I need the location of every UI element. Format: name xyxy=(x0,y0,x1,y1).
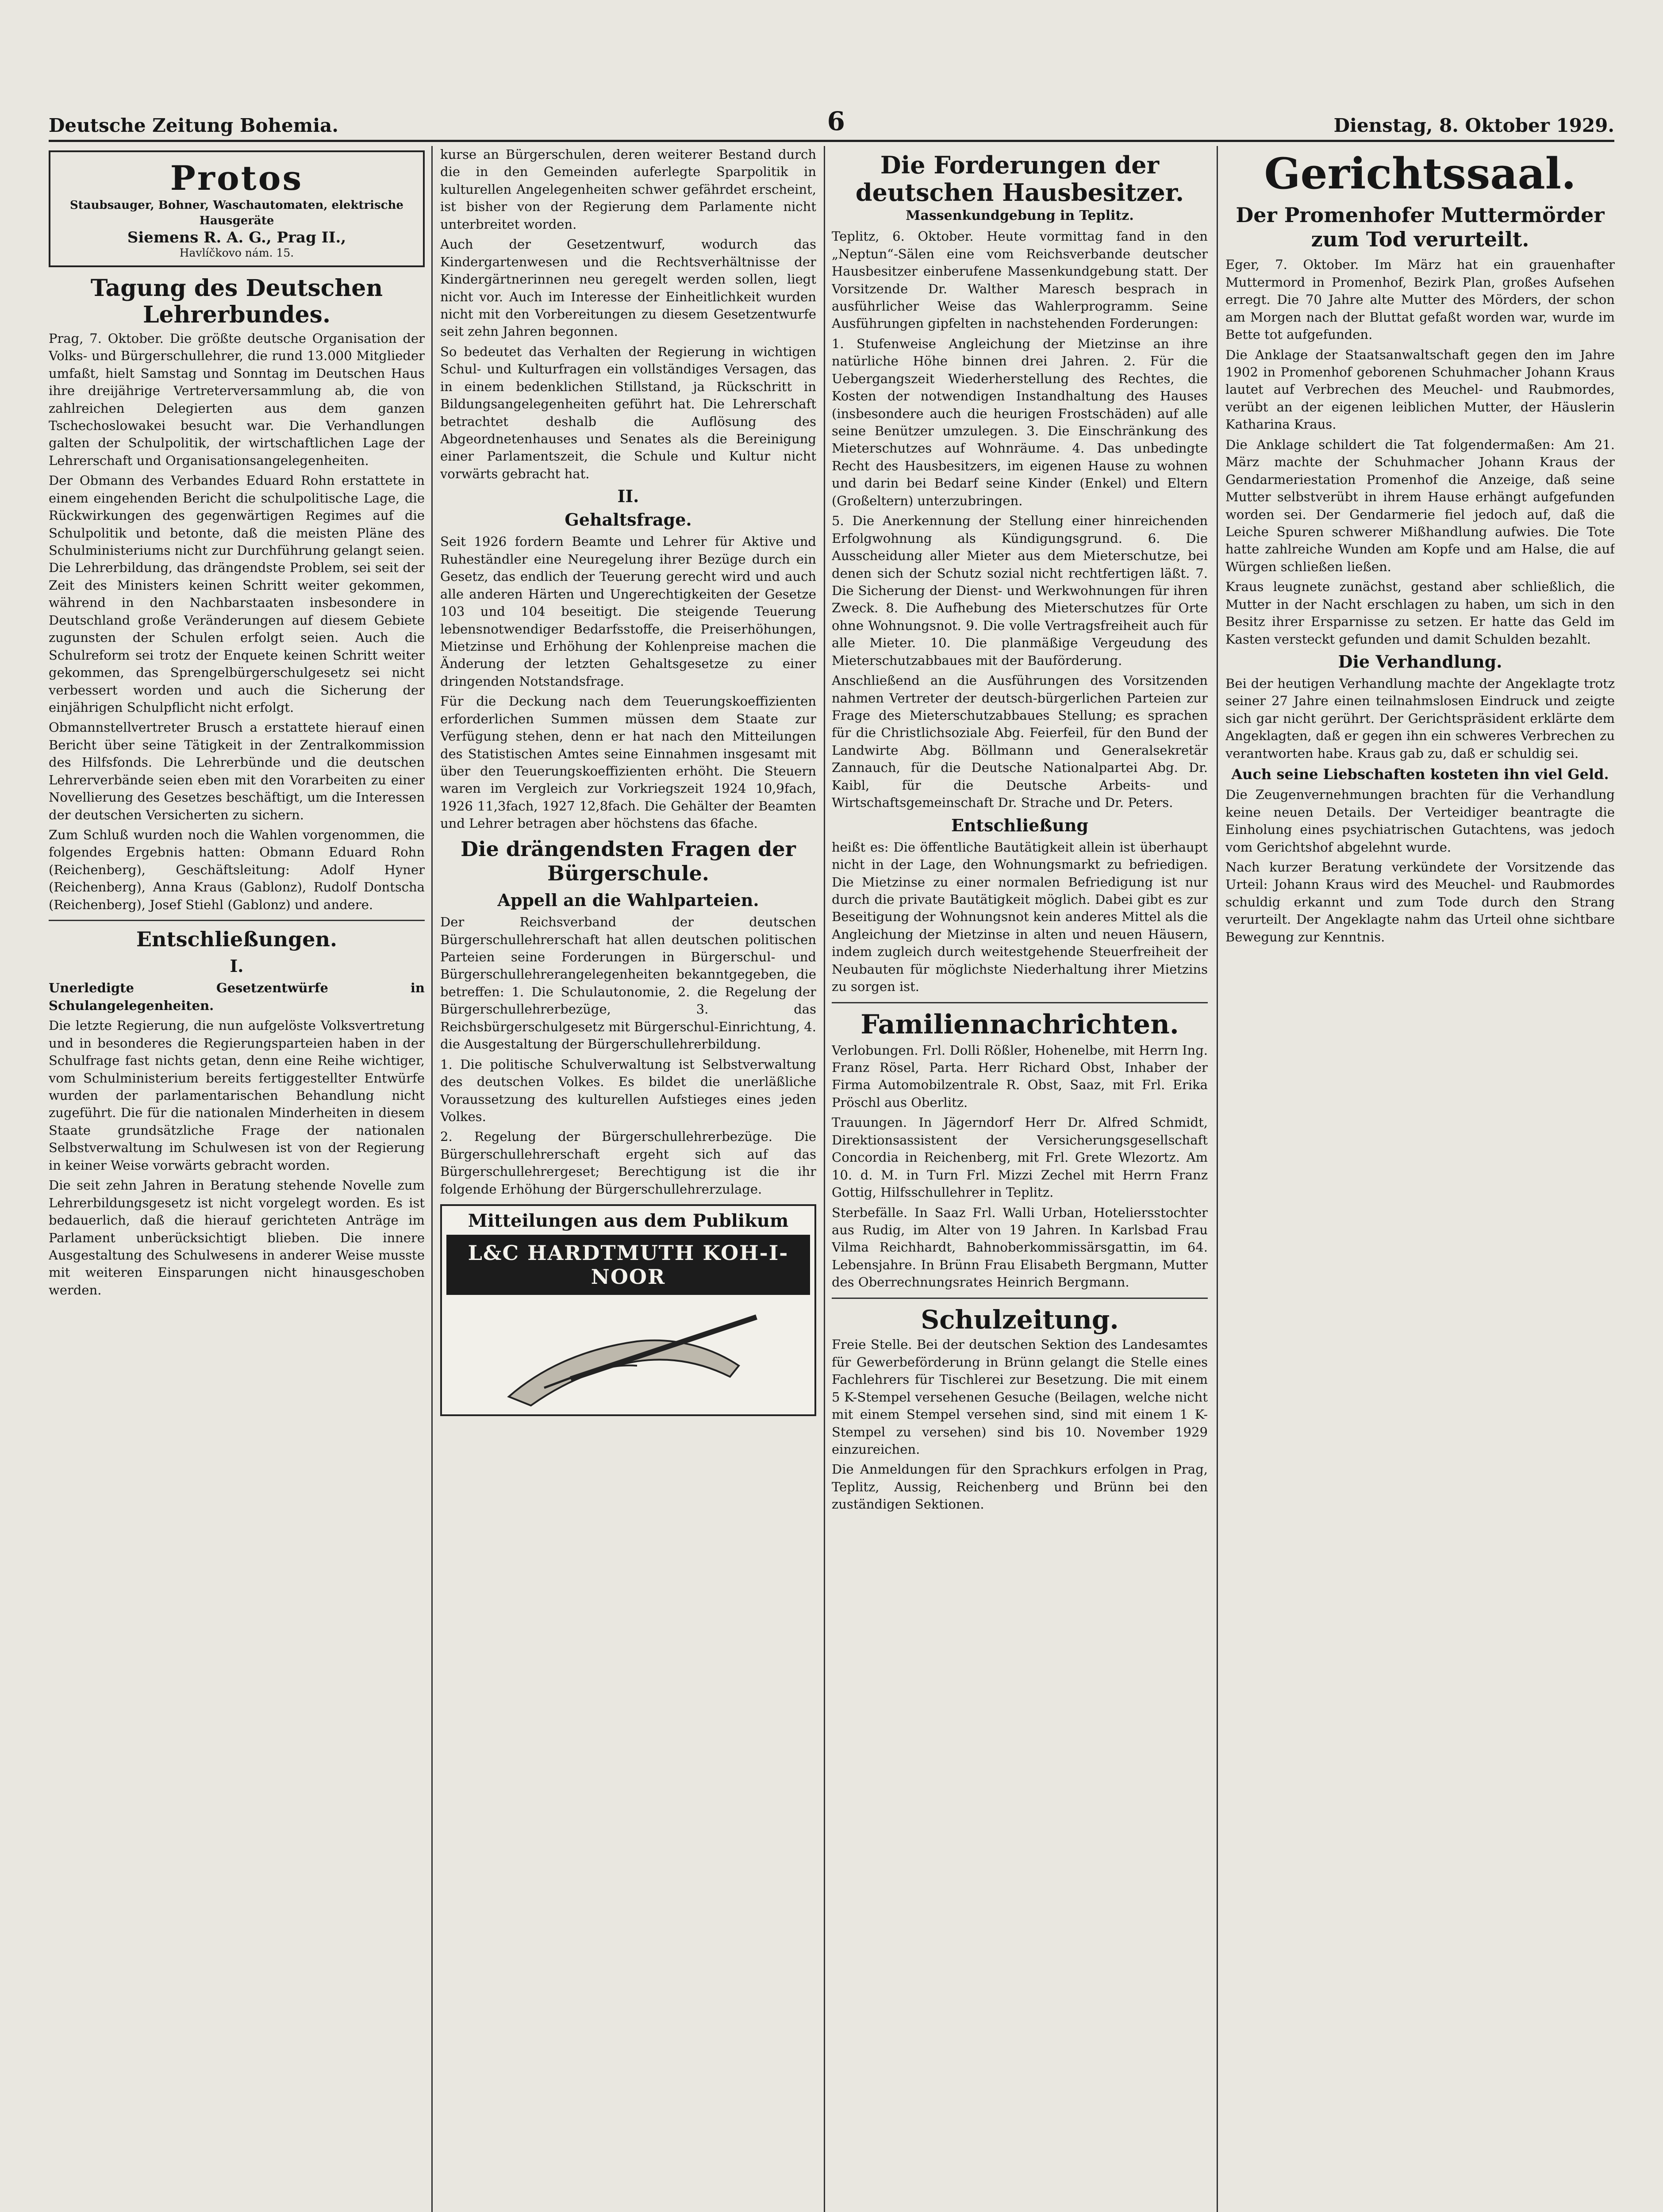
section-subhead: Die Verhandlung. xyxy=(1338,652,1502,672)
article-headline: Tagung des Deutschen Lehrerbundes. xyxy=(90,275,383,328)
section-subhead: Gehaltsfrage. xyxy=(565,510,692,530)
section-number: II. xyxy=(617,486,639,507)
article-paragraph: Obmannstellvertreter Brusch a erstattete hierauf einen Bericht über seine Tätigkeit in der Zentralkommission des Hilfsfonds. Die Lehrerbünde und die deutschen Lehrerverbände seien eben mit den Vorarbeiten zu einer Novellierung des Gesetzes beschäftigt, um die Interessen der deutschen Versicherten zu sichern. xyxy=(49,720,425,822)
article-paragraph: 2. Regelung der Bürgerschullehrerbezüge. Die Bürgerschullehrerschaft ergeht sich auf das Bürgerschullehrergeset; Berechtigung ist die ihr folgende Erhöhung der Bürgerschullehrerzulage. xyxy=(440,1129,816,1197)
column-2 xyxy=(440,146,816,2212)
article-subhead: Massenkundgebung in Teplitz. xyxy=(906,208,1134,224)
article-paragraph: Bei der heutigen Verhandlung machte der Angeklagte trotz seiner 27 Jahre einen teilnahmslosen Eindruck und zeigte sich gar nicht gerührt. Der Gerichtspräsident erklärte dem Angeklagten, daß er gegen ihn ein schweres Verbrechen zu verantworten habe. Kraus gab zu, daß er schuldig sei. xyxy=(1225,676,1615,761)
section-headline: Familiennachrichten. xyxy=(860,1009,1179,1040)
ad-products: Staubsauger, Bohner, Waschautomaten, elektrische Hausgeräte xyxy=(70,199,403,228)
article-headline: Der Promenhofer Muttermörder zum Tod verurteilt. xyxy=(1236,203,1605,252)
ad-firm: Siemens R. A. G., Prag II., xyxy=(127,229,346,247)
article-subhead: Appell an die Wahlparteien. xyxy=(497,890,759,910)
article-paragraph: Verlobungen. Frl. Dolli Rößler, Hohenelbe, mit Herrn Ing. Franz Rösel, Parta. Herr Richard Obst, Inhaber der Firma Automobilzentrale R. Obst, Saaz, mit Frl. Erika Pröschl aus Oberlitz. xyxy=(832,1042,1208,1110)
page-number: 6 xyxy=(827,106,845,136)
section-divider xyxy=(49,920,425,921)
section-number: I. xyxy=(230,956,244,976)
article-paragraph: heißt es: Die öffentliche Bautätigkeit allein ist überhaupt nicht in der Lage, den Wohnungsmarkt zu befriedigen. Die Mietzinse zu einer normalen Befriedigung ist nur durch die private Bautätigkeit möglich. Dabei gibt es zur Beseitigung der Wohnungsnot kein anderes Mittel als die Angleichung der Mietzinse in alten und neuen Häusern, indem zugleich durch weitestgehende Steuerfreiheit der Neubauten für möglichste Niederhaltung ihrer Mietzins zu sorgen ist. xyxy=(832,839,1208,995)
koh-i-noor-advertisement xyxy=(440,1204,816,1416)
article-paragraph: Auch der Gesetzentwurf, wodurch das Kindergartenwesen und die Rechtsverhältnisse der Kindergärtnerinnen neu geregelt werden sollen, liegt nicht vor. Auch im Interesse der Einheitlichkeit wurden nicht mit den Vorbereitungen zu diesem Gesetzentwurfe seit zehn Jahren begonnen. xyxy=(440,237,816,339)
article-paragraph: Die Anmeldungen für den Sprachkurs erfolgen in Prag, Teplitz, Aussig, Reichenberg und Brünn bei den zuständigen Sektionen. xyxy=(832,1462,1208,1512)
article-paragraph: Nach kurzer Beratung verkündete der Vorsitzende das Urteil: Johann Kraus wird des Meuchel- und Raubmordes schuldig erkannt und zum Tode durch den Strang verurteilt. Der Angeklagte nahm das Urteil ohne sichtbare Bewegung zur Kenntnis. xyxy=(1225,859,1615,945)
article-paragraph: 1. Die politische Schulverwaltung ist Selbstverwaltung des deutschen Volkes. Es bildet die unerläßliche Voraussetzung des kulturellen Aufstieges eines jeden Volkes. xyxy=(440,1056,816,1124)
paper-name: Deutsche Zeitung Bohemia. xyxy=(49,115,338,136)
article-headline: Die Forderungen der deutschen Hausbesitzer. xyxy=(855,151,1184,207)
article-paragraph: Seit 1926 fordern Beamte und Lehrer für Aktive und Ruheständler eine Neuregelung ihrer Bezüge durch ein Gesetz, das endlich der Teuerung gerecht wird und auch alle anderen Härten und Ungerechtigkeiten der Gesetze 103 und 104 beseitigt. Die steigende Teuerung lebensnotwendiger Bedarfsstoffe, die Preiserhöhungen, Mietzinse und Erhöhung der Kohlenpreise machen die Änderung der letzten Gehaltsgesetze zu einer dringenden Notstandsfrage. xyxy=(440,534,816,689)
section-subhead: Entschließung xyxy=(951,815,1089,835)
section-divider xyxy=(832,1002,1208,1003)
ad-section-label: Mitteilungen aus dem Publikum xyxy=(468,1210,789,1232)
ad-address: Havlíčkovo nám. 15. xyxy=(179,246,294,260)
page-header xyxy=(49,105,1614,142)
article-paragraph: 1. Stufenweise Angleichung der Mietzinse an ihre natürliche Höhe binnen drei Jahren. 2. Für die Uebergangszeit Wiederherstellung des Rechtes, die Kosten der notwendigen Instandhaltung des Hauses (insbesondere auch die heurigen Frostschäden) auf alle seine Benützer umzulegen. 3. Die Einschränkung des Mieterschutzes auf Wohnräume. 4. Das unbedingte Recht des Hausbesitzers, im eigenen Hause zu wohnen und darin bei Bedarf seine Kinder (Enkel) und Eltern (Großeltern) unterzubringen. xyxy=(832,336,1208,508)
article-paragraph: kurse an Bürgerschulen, deren weiterer Bestand durch die in den Gemeinden auferlegte Sparpolitik in kulturellen Angelegenheiten schwer gefährdet erscheint, ist bisher von der Regierung dem Parlamente nicht unterbreitet worden. xyxy=(440,147,816,232)
article-paragraph: So bedeutet das Verhalten der Regierung in wichtigen Schul- und Kulturfragen ein vollständiges Versagen, das in einem bedenklichen Stillstand, ja Rückschritt in Bildungsangelegenheiten geführt hat. Die Lehrerschaft betrachtet deshalb die Auflösung des Abgeordnetenhauses und Senates als die Bereinigung einer Parlamentszeit, die Schule und Kultur nicht vorwärts gebracht hat. xyxy=(440,344,816,481)
article-paragraph: Der Reichsverband der deutschen Bürgerschullehrerschaft hat allen deutschen politischen Parteien seine Forderungen in Bürgerschul- und Bürgerschullehrerangelegenheiten bekanntgegeben, die betreffen: 1. Die Schulautonomie, 2. die Regelung der Bürgerschullehrerbezüge, 3. das Reichsbürgerschulgesetz mit Bürgerschul-Einrichtung, 4. die Ausgestaltung der Bürgerschullehrerbildung. xyxy=(440,914,816,1052)
column-1 xyxy=(49,146,425,2212)
section-headline: Entschließungen. xyxy=(136,927,338,952)
column-4 xyxy=(1225,146,1615,2212)
article-paragraph: Zum Schluß wurden noch die Wahlen vorgenommen, die folgendes Ergebnis hatten: Obmann Eduard Rohn (Reichenberg), Geschäftsleitung: Adolf Hyner (Reichenberg), Anna Kraus (Gablonz), Rudolf Dontscha (Reichenberg), Josef Stiehl (Gablonz) und andere. xyxy=(49,827,425,912)
ad-brand: L&C HARDTMUTH KOH-I-NOOR xyxy=(446,1235,810,1295)
section-headline: Gerichtssaal. xyxy=(1264,149,1576,199)
issue-date: Dienstag, 8. Oktober 1929. xyxy=(1333,115,1614,136)
article-paragraph: Prag, 7. Oktober. Die größte deutsche Organisation der Volks- und Bürgerschullehrer, die rund 13.000 Mitglieder umfaßt, hielt Samstag und Sonntag im Deutschen Haus ihre dreijährige Vertreterversammlung ab, die von zahlreichen Delegierten aus dem ganzen Tschechoslowakei besucht war. Die Verhandlungen galten der Schulpolitik, der wirtschaftlichen Lage der Lehrerschaft und Organisationsangelegenheiten. xyxy=(49,330,425,468)
article-paragraph: Anschließend an die Ausführungen des Vorsitzenden nahmen Vertreter der deutsch-bürgerlichen Parteien zur Frage des Mieterschutzabbaues Stellung; es sprachen für die Christlichsoziale Abg. Feierfeil, für den Bund der Landwirte Abg. Böllmann und Generalsekretär Zannauch, für die Deutsche Nationalpartei Abg. Dr. Kaibl, für die Deutsche Arbeits- und Wirtschaftsgemeinschaft Dr. Strache und Dr. Peters. xyxy=(832,673,1208,810)
protos-advertisement xyxy=(49,150,425,267)
article-paragraph: Sterbefälle. In Saaz Frl. Walli Urban, Hoteliersstochter aus Rudig, im Alter von 19 Jahren. In Karlsbad Frau Vilma Reichhardt, Bahnoberkommissärsgattin, im 64. Lebensjahre. In Brünn Frau Elisabeth Bergmann, Mutter des Oberrechnungsrates Heinrich Bergmann. xyxy=(832,1205,1208,1290)
article-paragraph: Kraus leugnete zunächst, gestand aber schließlich, die Mutter in der Nacht erschlagen zu haben, um sich in den Besitz ihrer Ersparnisse zu setzen. Er hatte das Geld im Kasten versteckt gefunden und damit Schulden bezahlt. xyxy=(1225,579,1615,647)
article-paragraph: Für die Deckung nach dem Teuerungskoeffizienten erforderlichen Summen müssen dem Staate zur Verfügung stehen, denn er hat nach den Mitteilungen des Statistischen Amtes seine Einnahmen insgesamt mit über den Teuerungskoeffizienten erhöht. Die Steuern waren im Vergleich zur Vorkriegszeit 1924 10,9fach, 1926 11,3fach, 1927 12,8fach. Die Gehälter der Beamten und Lehrer betragen aber höchstens das 6fache. xyxy=(440,694,816,831)
article-paragraph: Die letzte Regierung, die nun aufgelöste Volksvertretung und in besonderes die Regierungsparteien haben in der Schulfrage fast nichts getan, denn eine Reihe wichtiger, vom Schulministerium bereits fertiggestellter Entwürfe wurden der parlamentarischen Behandlung nicht zugeführt. Die für die nationalen Minderheiten in diesem Staate grundsätzliche Frage der nationalen Selbstverwaltung im Schulwesen ist von der Regierung in keiner Weise vorwärts gebracht worden. xyxy=(49,1018,425,1173)
ad-brand: Protos xyxy=(170,158,303,198)
article-paragraph: Die seit zehn Jahren in Beratung stehende Novelle zum Lehrerbildungsgesetz ist nicht vorgelegt worden. Es ist bedauerlich, daß die hierauf gerichteten Anträge im Parlament unberücksichtigt blieben. Die innere Ausgestaltung des Schulwesens in anderer Weise musste mit weiteren Einsparungen nicht hinausgeschoben werden. xyxy=(49,1178,425,1298)
column-rule xyxy=(824,146,825,2212)
article-paragraph: Trauungen. In Jägerndorf Herr Dr. Alfred Schmidt, Direktionsassistent der Versicherungsgesellschaft Concordia in Reichenberg, mit Frl. Grete Wlezortz. Am 10. d. M. in Turn Frl. Mizzi Zechel mit Herrn Franz Gottig, Hilfsschullehrer in Teplitz. xyxy=(832,1115,1208,1200)
article-paragraph: Die Anklage schildert die Tat folgendermaßen: Am 21. März machte der Schuhmacher Johann Kraus der Gendarmeriestation Promenhof die Anzeige, daß seine Mutter selbstverübt in ihrem Hause erhängt aufgefunden worden sei. Der Gendarmerie fiel jedoch auf, daß die Leiche Spuren schwerer Mißhandlung aufwies. Die Tote hatte zahlreiche Wunden am Kopfe und am Halse, die auf Würgen schließen ließen. xyxy=(1225,437,1615,574)
column-rule xyxy=(1217,146,1218,2212)
hand-holding-pencil-icon xyxy=(491,1299,765,1410)
section-subhead: Auch seine Liebschaften kosteten ihn viel Geld. xyxy=(1231,766,1609,783)
article-paragraph: Die Zeugenvernehmungen brachten für die Verhandlung keine neuen Details. Der Verteidiger beantragte die Einholung eines psychiatrischen Gutachtens, was jedoch vom Gerichtshof abgelehnt wurde. xyxy=(1225,787,1615,855)
article-paragraph: Freie Stelle. Bei der deutschen Sektion des Landesamtes für Gewerbeförderung in Brünn gelangt die Stelle eines Fachlehrers für Tischlerei zur Besetzung. Die mit einem 5 K-Stempel versehenen Gesuche (Beilagen, welche nicht mit einem Stempel versehen sind, sind mit einem 1 K-Stempel zu versehen) sind bis 10. November 1929 einzureichen. xyxy=(832,1337,1208,1457)
section-headline: Schulzeitung. xyxy=(921,1304,1119,1335)
section-divider xyxy=(832,1298,1208,1299)
article-paragraph: Der Obmann des Verbandes Eduard Rohn erstattete in einem eingehenden Bericht die schulpolitische Lage, die Rückwirkungen des gegenwärtigen Regimes auf die Schulpolitik und betonte, daß die meisten Pläne des Schulministeriums nicht zur Durchführung gelangt seien. Die Lehrerbildung, das drängendste Problem, sei seit der Zeit des Ministers keinen Schritt weiter gekommen, während in den Nachbarstaaten insbesondere in Deutschland große Veränderungen auf diesem Gebiete zugunsten der Schulen erfolgt seien. Auch die Schulreform sei trotz der Enquete keinen Schritt weiter gekommen, das Sprengelbürgerschulgesetz sei nicht verbessert worden und auch die Sicherung der einjährigen Schulpflicht nicht erfolgt. xyxy=(49,473,425,715)
article-paragraph: Die Anklage der Staatsanwaltschaft gegen den im Jahre 1902 in Promenhof geborenen Schuhmacher Johann Kraus lautet auf Verbrechen des Meuchel- und Raubmordes, verübt an der eigenen leiblichen Mutter, der Häuslerin Katharina Kraus. xyxy=(1225,347,1615,432)
article-paragraph: 5. Die Anerkennung der Stellung einer hinreichenden Erfolgwohnung als Kündigungsgrund. 6. Die Ausscheidung aller Mieter aus dem Mieterschutze, bei denen sich der Schutz sozial nicht rechtfertigen läßt. 7. Die Sicherung der Dienst- und Werkwohnungen für ihren Zweck. 8. Die Aufhebung des Mieterschutzes für Orte ohne Wohnungsnot. 9. Die volle Vertragsfreiheit auch für alle Mieter. 10. Die planmäßige Vergeudung des Mieterschutzabbaues mit der Bauförderung. xyxy=(832,513,1208,668)
article-paragraph: Eger, 7. Oktober. Im März hat ein grauenhafter Muttermord in Promenhof, Bezirk Plan, großes Aufsehen erregt. Die 70 Jahre alte Mutter des Mörders, der schon am Morgen nach der Bluttat gefaßt worden war, wurde im Bette tot aufgefunden. xyxy=(1225,257,1615,342)
column-rule xyxy=(431,146,433,2212)
article-paragraph: Teplitz, 6. Oktober. Heute vormittag fand in den „Neptun“-Sälen eine vom Reichsverbande deutscher Hausbesitzer einberufene Massenkundgebung statt. Der Vorsitzende Dr. Walther Maresch besprach in ausführlicher Weise das Wahlerprogramm. Seine Ausführungen gipfelten in nachstehenden Forderungen: xyxy=(832,229,1208,331)
article-headline: Die drängendsten Fragen der Bürgerschule. xyxy=(461,837,796,885)
section-subhead: Unerledigte Gesetzentwürfe in Schulangelegenheiten. xyxy=(49,980,425,1013)
column-3 xyxy=(832,146,1208,2212)
